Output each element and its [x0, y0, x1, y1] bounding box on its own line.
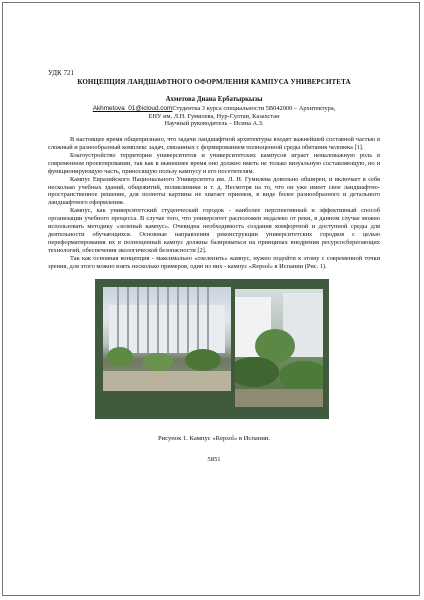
paragraph-5: Так как основная концепция - максимально «озеленить» кампус, нужно подойти к этому с современной точки зрения, для этого можно взять несколько примеров, один из них - кампус «Repsol» в Испании (Рис. 1).: [48, 254, 380, 270]
figure-campus-photo: [95, 279, 329, 419]
campus-photo-left: [103, 287, 231, 391]
paragraph-2: Благоустройство территории университетов и университетских кампусов играет немаловажную роль в современном проектировании, так как в нынешнее время оно должно иметь не только визуальную составляющую, но и функционирующую часть, приносящую пользу кампусу и его посетителям.: [48, 151, 380, 175]
paragraph-1: В настоящее время общепризнано, что задачи ландшафтной архитектуры входят важнейшей составной частью в сложный и разнообразный комплекс задач, связанных с формированием полноценной среды обитания человека [1].: [48, 136, 380, 152]
paragraph-4: Кампус, как университетский студенческий городок - наиболее перспективный и эффективный способ организации учебного процесса. В случае того, что университет расположен недалеко от реки, в данном случае можно использовать методику «зеленый кампус». Очевидна необходимость создания комфортной и доступной среды для деятельности обучающихся. Основные направления реконструкции университетских городков с целью переформатирования их в полноценный кампус должны базироваться на принципах внедрения ресурсосберегающих технологий, обеспечения экологической безопасности [2].: [48, 207, 380, 254]
supervisor: Научный руководитель – Исина А.З.: [164, 120, 264, 128]
figure-caption: Рисунок 1. Кампус «Repsol» в Испании.: [157, 434, 271, 442]
email-link[interactable]: Akhmetova_01@icloud.com: [92, 104, 173, 112]
author-name: Ахметова Диана Ербатыркызы: [165, 95, 263, 103]
paragraph-3: Кампус Евразийского Национального Университета им. Л. Н. Гумилева довольно обширен, и включает в себя несколько учебных зданий, общежитий, поликлиники и т. д. Несмотря на то, что он уже имеет свое ландшафтно-пространственное решение, для полноты картины не хватает приемов, в виде более разнообразного и детального ландшафтного оформления.: [48, 175, 380, 207]
udk-code: УДК 721: [48, 69, 74, 77]
affiliation-line-2: ЕНУ им. Л.Н. Гумилева, Нур-Султан, Казахстан: [148, 112, 280, 120]
affiliation-line-1: [48, 105, 380, 113]
page-number: 5851: [207, 456, 221, 464]
document-page: [48, 70, 380, 464]
affiliation-text: Студентка 3 курса специальности 5В042000 – Архитектура,: [172, 104, 336, 112]
campus-photo-right: [235, 289, 323, 407]
paper-title: КОНЦЕПЦИЯ ЛАНДШАФТНОГО ОФОРМЛЕНИЯ КАМПУСА УНИВЕРСИТЕТА: [77, 77, 351, 86]
